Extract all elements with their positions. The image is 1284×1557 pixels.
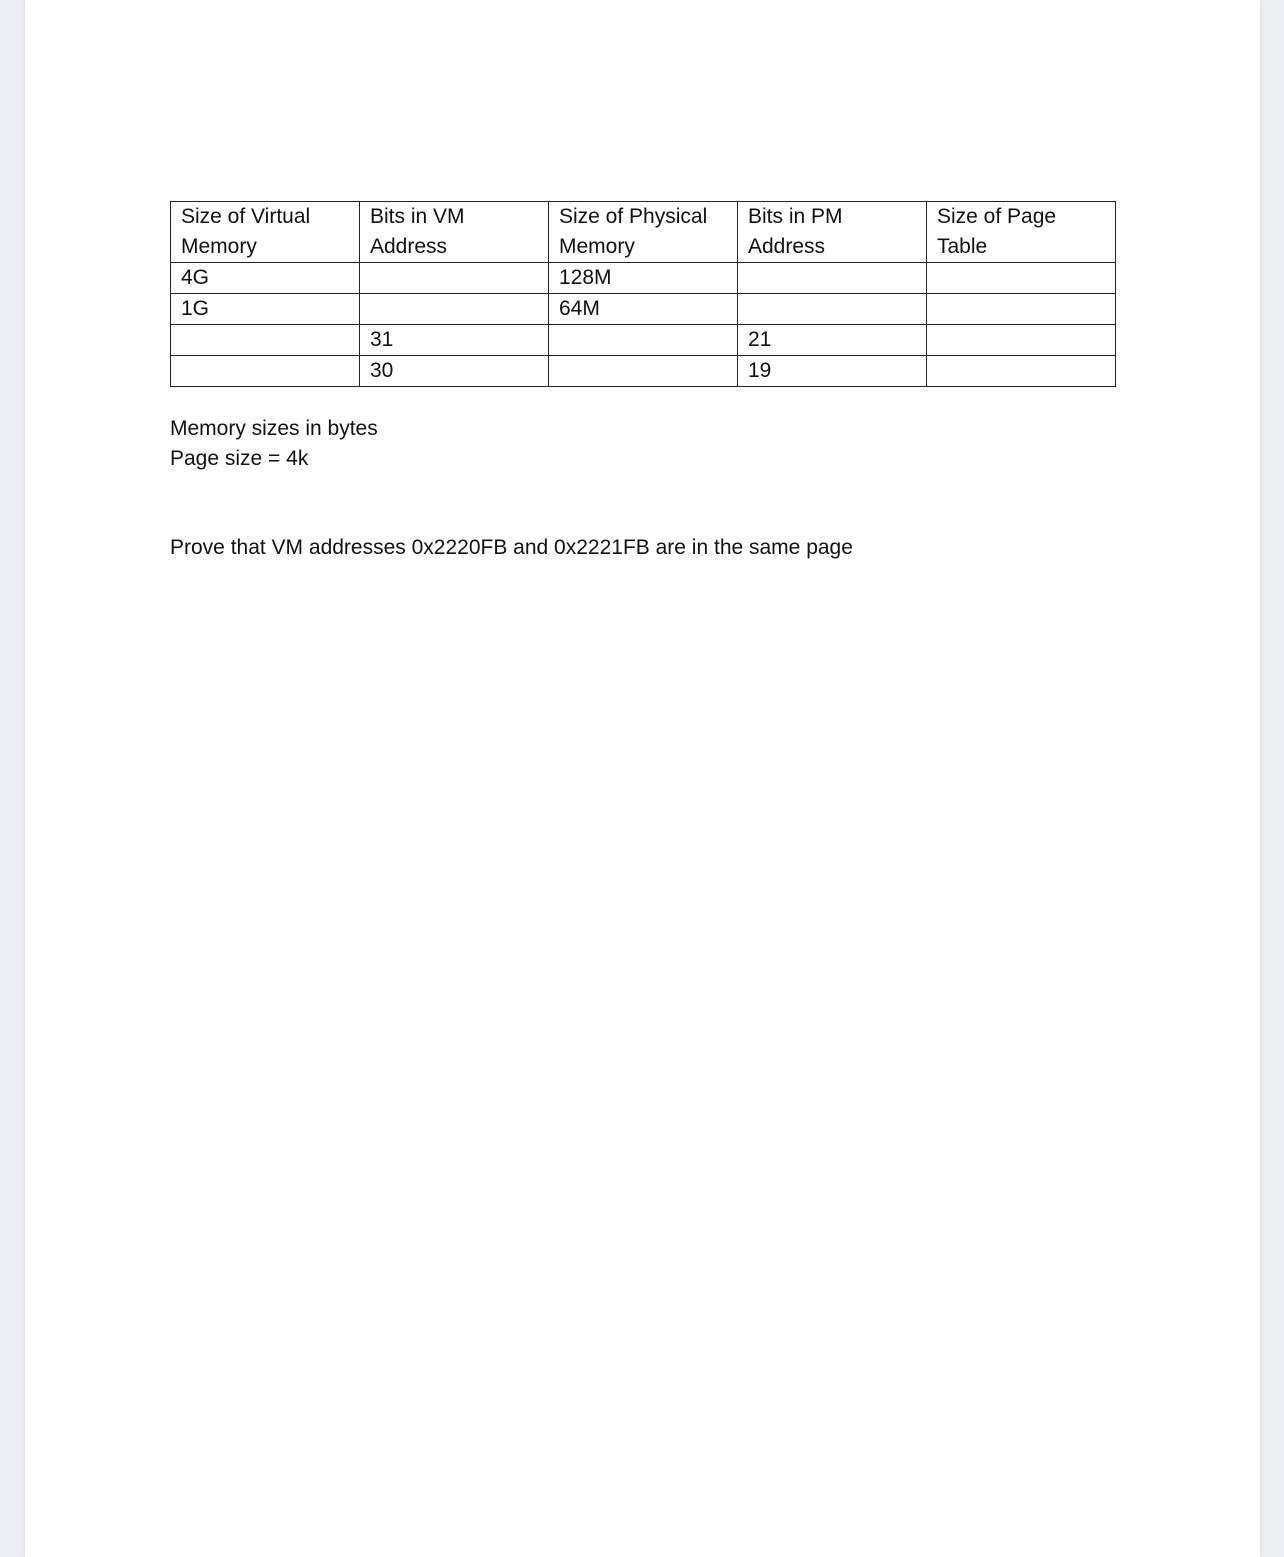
table-row [171, 325, 1116, 356]
table-cell [360, 294, 549, 325]
table-header-row [171, 202, 1116, 263]
table-cell [549, 356, 738, 387]
table-cell [171, 325, 360, 356]
header-size-virtual-memory: Size of Virtual Memory [171, 202, 360, 263]
table-cell: 21 [738, 325, 927, 356]
table-cell [360, 263, 549, 294]
table-cell: 19 [738, 356, 927, 387]
notes-block [170, 414, 378, 474]
table-cell: 128M [549, 263, 738, 294]
table-cell [171, 356, 360, 387]
table-cell [549, 325, 738, 356]
table-cell [927, 356, 1116, 387]
memory-table-container [170, 201, 1116, 387]
table-cell [927, 294, 1116, 325]
note-page-size: Page size = 4k [170, 447, 309, 470]
table-cell: 64M [549, 294, 738, 325]
table-cell: 30 [360, 356, 549, 387]
header-size-page-table: Size of Page Table [927, 202, 1116, 263]
table-row [171, 263, 1116, 294]
document-page [25, 0, 1260, 1557]
question-text: Prove that VM addresses 0x2220FB and 0x2221FB are in the same page [170, 536, 853, 559]
memory-table [170, 201, 1116, 387]
header-bits-vm-address: Bits in VM Address [360, 202, 549, 263]
table-cell [738, 294, 927, 325]
table-cell [738, 263, 927, 294]
header-size-physical-memory: Size of Physical Memory [549, 202, 738, 263]
table-cell [927, 325, 1116, 356]
table-row [171, 294, 1116, 325]
table-cell [927, 263, 1116, 294]
table-cell: 1G [171, 294, 360, 325]
table-cell: 31 [360, 325, 549, 356]
table-row [171, 356, 1116, 387]
table-cell: 4G [171, 263, 360, 294]
note-memory-sizes: Memory sizes in bytes [170, 417, 378, 440]
header-bits-pm-address: Bits in PM Address [738, 202, 927, 263]
